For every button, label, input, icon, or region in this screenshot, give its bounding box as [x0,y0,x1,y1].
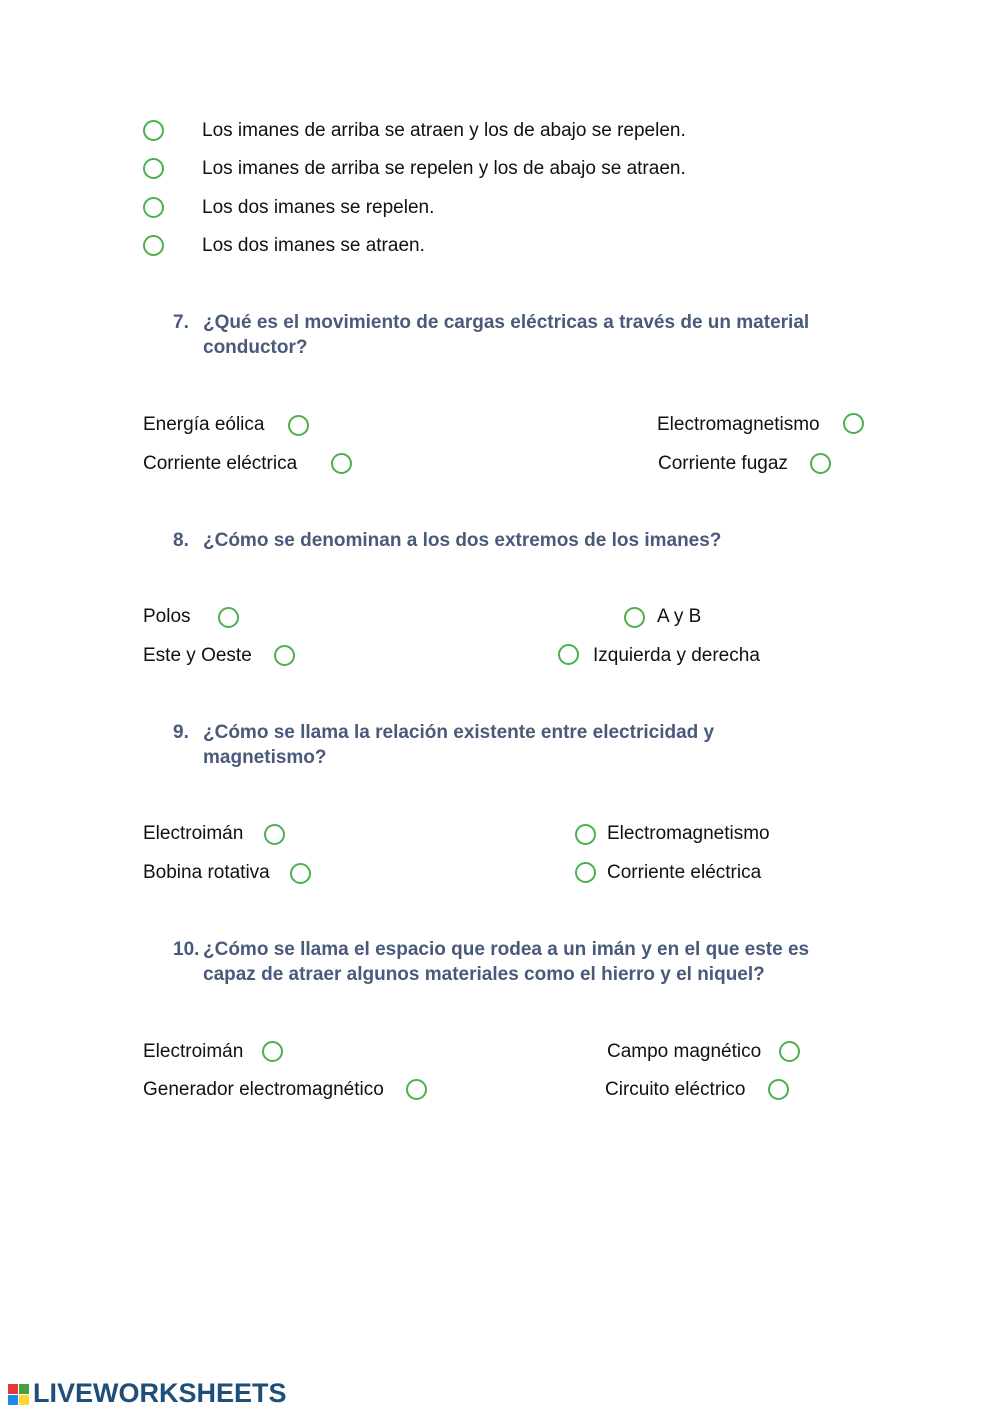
q8-option-4-label: Izquierda y derecha [593,645,760,666]
q10-number: 10. [173,939,200,960]
q9-option-2-radio[interactable] [575,824,596,845]
q8-option-2-radio[interactable] [624,607,645,628]
q6-option-1-radio[interactable] [143,120,164,141]
liveworksheets-logo-text: LIVEWORKSHEETS [33,1378,287,1408]
q7-option-3-radio[interactable] [331,453,352,474]
q6-option-1-label: Los imanes de arriba se atraen y los de abajo se repelen. [202,120,686,141]
liveworksheets-logo-icon [8,1384,30,1406]
q6-option-3-label: Los dos imanes se repelen. [202,197,435,218]
q6-option-2-radio[interactable] [143,158,164,179]
q6-option-3-radio[interactable] [143,197,164,218]
q7-option-4-label: Corriente fugaz [658,453,788,474]
q7-text: ¿Qué es el movimiento de cargas eléctricas a través de un material conductor? [203,312,810,358]
q8-option-4-radio[interactable] [558,644,579,665]
q8-text: ¿Cómo se denominan a los dos extremos de los imanes? [203,530,722,551]
q7-number: 7. [173,312,189,333]
q10-option-2-label: Campo magnético [607,1041,762,1062]
q8-option-1-label: Polos [143,606,191,627]
q10-option-2-radio[interactable] [779,1041,800,1062]
q9-number: 9. [173,722,189,743]
q7-option-2-label: Electromagnetismo [657,414,820,435]
q8-option-3-label: Este y Oeste [143,645,252,666]
q7-option-3-label: Corriente eléctrica [143,453,298,474]
q10-option-1-label: Electroimán [143,1041,244,1062]
q10-option-3-radio[interactable] [406,1079,427,1100]
q10-text: ¿Cómo se llama el espacio que rodea a un imán y en el que este es capaz de atraer algunos materiales como el hierro y el niquel? [203,939,810,985]
q7-option-4-radio[interactable] [810,453,831,474]
q9-option-3-label: Bobina rotativa [143,862,270,883]
q8-option-1-radio[interactable] [218,607,239,628]
q10-option-1-radio[interactable] [262,1041,283,1062]
q10-option-3-label: Generador electromagnético [143,1079,384,1100]
q8-option-3-radio[interactable] [274,645,295,666]
q8-option-2-label: A y B [657,606,702,627]
q9-option-2-label: Electromagnetismo [607,823,770,844]
q7-option-2-radio[interactable] [843,413,864,434]
q6-option-4-radio[interactable] [143,235,164,256]
q6-option-4-label: Los dos imanes se atraen. [202,235,425,256]
q7-option-1-label: Energía eólica [143,414,265,435]
q10-option-4-label: Circuito eléctrico [605,1079,746,1100]
q9-text: ¿Cómo se llama la relación existente entre electricidad y magnetismo? [203,722,715,768]
q9-option-3-radio[interactable] [290,863,311,884]
q9-option-1-radio[interactable] [264,824,285,845]
q7-option-1-radio[interactable] [288,415,309,436]
q8-number: 8. [173,530,189,551]
q9-option-1-label: Electroimán [143,823,244,844]
q6-option-2-label: Los imanes de arriba se repelen y los de abajo se atraen. [202,158,686,179]
q9-option-4-radio[interactable] [575,862,596,883]
q9-option-4-label: Corriente eléctrica [607,862,762,883]
q10-option-4-radio[interactable] [768,1079,789,1100]
